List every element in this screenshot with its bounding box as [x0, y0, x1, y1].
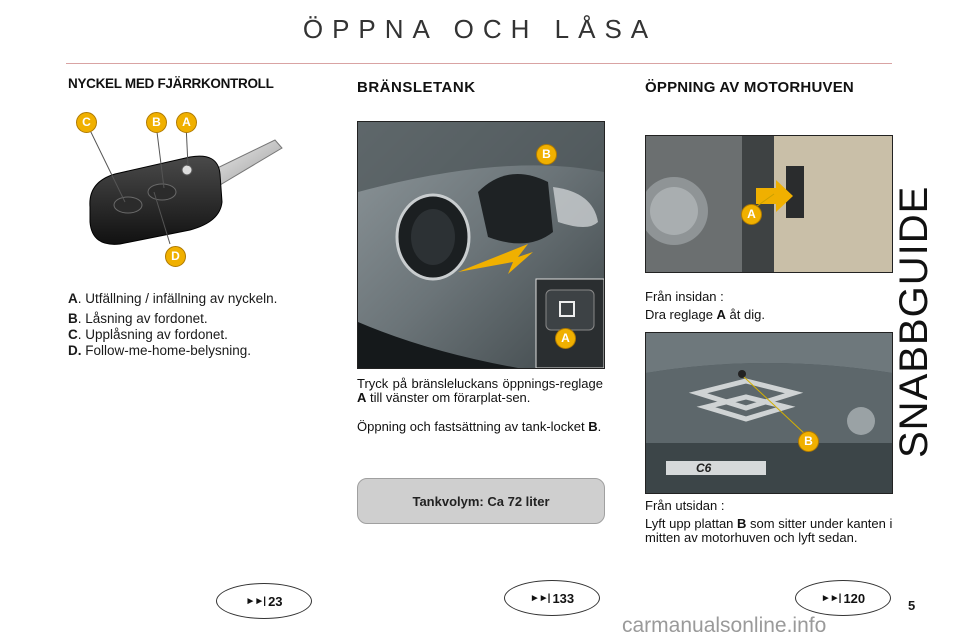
hood-outside-photo	[645, 332, 893, 494]
hood-page-reference[interactable]: ►►| 120	[795, 580, 891, 616]
key-function-list	[68, 291, 277, 359]
hood-section-heading: ÖPPNING AV MOTORHUVEN	[645, 79, 854, 96]
key-callout-a: A	[176, 112, 197, 133]
next-page-icon: ►►|	[529, 592, 550, 604]
hood-release-inside-photo	[645, 135, 893, 273]
next-page-icon: ►►|	[245, 595, 266, 607]
fuel-page-reference[interactable]: ►►| 133	[504, 580, 600, 616]
key-page-reference[interactable]: ►►| 23	[216, 583, 312, 619]
remote-key-icon	[70, 112, 330, 272]
key-callout-b: B	[146, 112, 167, 133]
fuel-section-heading: BRÄNSLETANK	[357, 79, 476, 96]
key-callout-c: C	[76, 112, 97, 133]
list-item: D. Follow-me-home-belysning.	[68, 343, 252, 358]
fuel-callout-b: B	[536, 144, 557, 165]
fuel-instruction-2: Öppning och fastsättning av tank-locket B.	[357, 419, 602, 434]
key-section-heading: NYCKEL MED FJÄRRKONTROLL	[68, 76, 274, 91]
license-plate: C6	[696, 461, 712, 475]
title-divider	[66, 63, 892, 64]
hood-inside-instruction: Dra reglage A åt dig.	[645, 307, 765, 322]
side-label: SNABBGUIDE	[892, 185, 936, 458]
list-item: B. Låsning av fordonet.	[68, 311, 208, 326]
fuel-callout-a: A	[555, 328, 576, 349]
hood-callout-a: A	[741, 204, 762, 225]
list-item: A. Utfällning / infällning av nyckeln.	[68, 291, 278, 306]
list-item: C. Upplåsning av fordonet.	[68, 327, 228, 342]
tank-volume-box: Tankvolym: Ca 72 liter	[357, 478, 605, 524]
fuel-flap-photo	[357, 121, 605, 369]
next-page-icon: ►►|	[820, 592, 841, 604]
hood-outside-label: Från utsidan :	[645, 498, 725, 513]
key-illustration	[70, 112, 330, 272]
hood-callout-b: B	[798, 431, 819, 452]
page-title: ÖPPNA OCH LÅSA	[302, 14, 658, 44]
hood-outside-instruction: Lyft upp plattan B som sitter under kanten i mitten av motorhuven och lyft sedan.	[645, 516, 893, 545]
watermark: carmanualsonline.info	[622, 614, 827, 637]
fuel-instruction-1: Tryck på bränsleluckans öppnings-reglage A till vänster om förarplat-sen.	[357, 376, 603, 405]
hood-inside-label: Från insidan :	[645, 289, 724, 304]
key-callout-d: D	[165, 246, 186, 267]
page-number: 5	[908, 598, 916, 613]
